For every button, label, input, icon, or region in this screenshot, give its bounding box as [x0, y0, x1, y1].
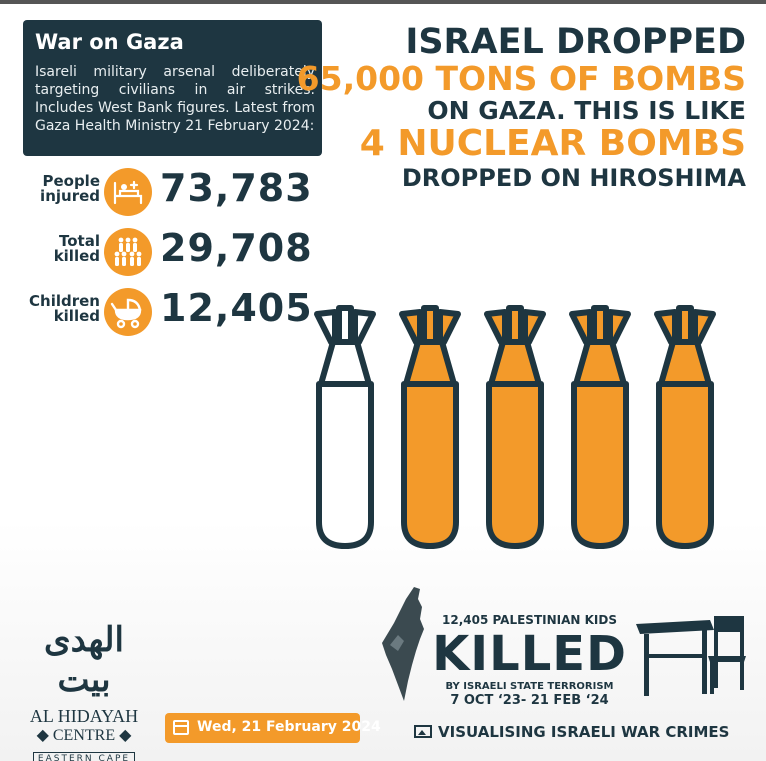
logo-centre: ◆ CENTRE ◆ — [36, 727, 132, 744]
footer-caption — [414, 723, 729, 741]
logo-region: EASTERN CAPE — [33, 752, 135, 761]
headline-line1: ISRAEL DROPPED — [405, 22, 746, 62]
people-group-icon — [104, 228, 152, 276]
date-range-text: 7 OCT ‘23- 21 FEB ‘24 — [450, 693, 609, 708]
title-panel — [23, 20, 322, 156]
panel-subtitle: Isareli military arsenal deliberately targeting civilians in air strikes. Includes West Bank figures. Latest from Gaza Health Ministry 21 February 2024: — [35, 64, 315, 134]
stat-label-line2: killed — [53, 247, 100, 265]
school-desk-icon — [632, 610, 752, 700]
stat-total-killed — [22, 228, 322, 278]
footer-caption-text: VISUALISING ISRAELI WAR CRIMES — [438, 723, 730, 741]
kids-count-text: 12,405 PALESTINIAN KIDS — [442, 613, 617, 627]
top-border — [0, 0, 766, 4]
palestine-map-icon — [380, 585, 432, 703]
stat-label-line2: injured — [40, 187, 100, 205]
stat-value: 29,708 — [160, 226, 313, 270]
stat-children-killed — [22, 288, 322, 338]
stat-label-line2: killed — [53, 307, 100, 325]
headline-line3: ON GAZA. THIS IS LIKE — [427, 96, 746, 125]
bomb-filled — [572, 308, 628, 546]
stat-injured — [22, 168, 322, 218]
killed-heading: KILLED — [432, 626, 627, 682]
stat-label — [22, 234, 100, 264]
injured-person-icon — [104, 168, 152, 216]
by-terrorism-text: BY ISRAELI STATE TERRORISM — [445, 681, 614, 692]
headline-line2: 65,000 TONS OF BOMBS — [296, 59, 746, 98]
stat-value: 12,405 — [160, 286, 313, 330]
stat-label-line1: Total — [59, 232, 100, 250]
date-text: Wed, 21 February 2024 — [197, 719, 381, 735]
image-icon — [414, 725, 432, 738]
date-badge — [165, 713, 381, 743]
stat-value: 73,783 — [160, 166, 313, 210]
logo-name: AL HIDAYAH — [29, 706, 139, 726]
bombs-graphic — [300, 300, 750, 560]
bomb-filled — [487, 308, 543, 546]
al-hidayah-logo — [20, 620, 148, 761]
calendar-icon — [173, 720, 189, 735]
headline-line4: 4 NUCLEAR BOMBS — [359, 123, 746, 164]
headline-line5: DROPPED ON HIROSHIMA — [401, 164, 746, 192]
bomb-filled — [402, 308, 458, 546]
bomb-filled — [657, 308, 713, 546]
panel-title: War on Gaza — [35, 30, 184, 54]
logo-arabic: الهدى بيت — [44, 620, 124, 700]
stat-label-line1: People — [42, 172, 100, 190]
pram-icon — [104, 288, 152, 336]
bomb-outline — [317, 308, 373, 546]
stat-label — [22, 174, 100, 204]
stat-label-line1: Children — [29, 292, 100, 310]
stat-label — [22, 294, 100, 324]
